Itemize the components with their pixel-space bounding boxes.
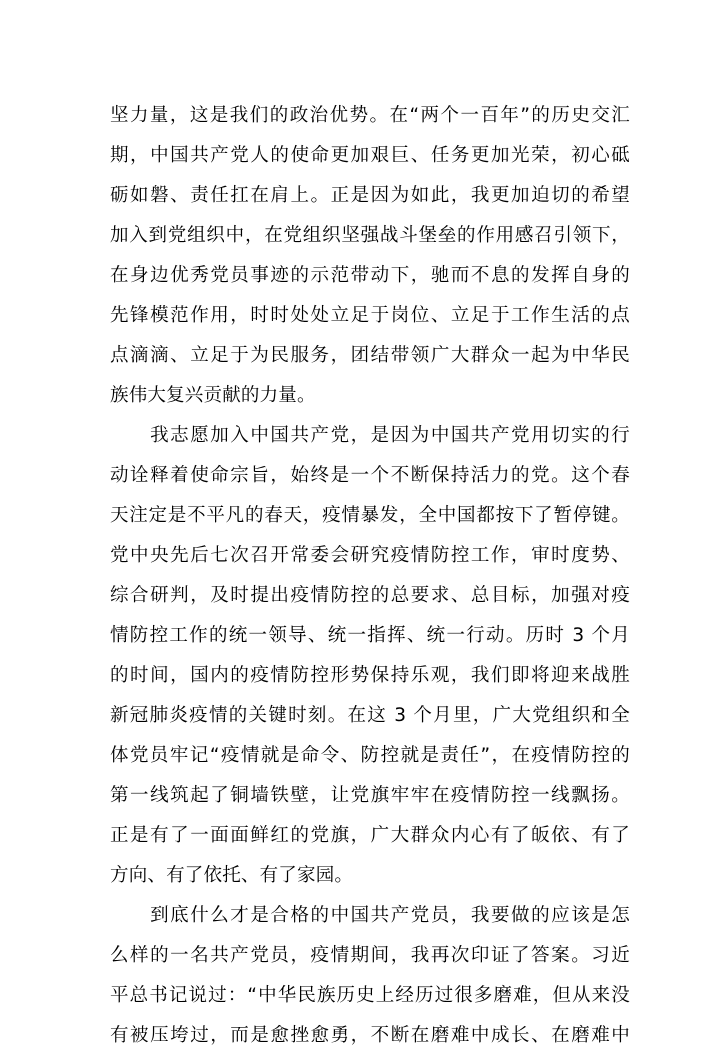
text-line-14: 情防控工作的统一领导、统一指挥、统一行动。历时 3 个月 [110, 625, 630, 646]
text-line-19: 正是有了一面面鲜红的党旗，广大群众内心有了皈依、有了 [110, 825, 630, 846]
text-line-8: 族伟大复兴贡献的力量。 [110, 385, 316, 406]
text-line-1: 坚力量，这是我们的政治优势。在“两个一百年”的历史交汇 [110, 105, 630, 126]
text-line-21: 到底什么才是合格的中国共产党员，我要做的应该是怎 [110, 905, 630, 926]
text-line-20: 方向、有了依托、有了家园。 [110, 865, 354, 886]
text-line-13: 综合研判，及时提出疫情防控的总要求、总目标，加强对疫 [110, 585, 630, 606]
text-line-22: 么样的一名共产党员，疫情期间，我再次印证了答案。习近 [110, 945, 630, 966]
text-line-6: 先锋模范作用，时时处处立足于岗位、立足于工作生活的点 [110, 305, 630, 326]
text-line-11: 天注定是不平凡的春天，疫情暴发，全中国都按下了暂停键。 [110, 505, 630, 526]
text-line-23: 平总书记说过：“中华民族历史上经历过很多磨难，但从来没 [110, 985, 630, 1006]
text-line-18: 第一线筑起了铜墙铁壁，让党旗牢牢在疫情防控一线飘扬。 [110, 785, 630, 806]
body-text [110, 96, 630, 1056]
text-line-24: 有被压垮过，而是愈挫愈勇，不断在磨难中成长、在磨难中 [110, 1025, 630, 1046]
text-line-9: 我志愿加入中国共产党，是因为中国共产党用切实的行 [110, 425, 630, 446]
text-line-7: 点滴滴、立足于为民服务，团结带领广大群众一起为中华民 [110, 345, 630, 366]
text-line-16: 新冠肺炎疫情的关键时刻。在这 3 个月里，广大党组织和全 [110, 705, 630, 726]
text-line-2: 期，中国共产党人的使命更加艰巨、任务更加光荣，初心砥 [110, 145, 630, 166]
text-line-3: 砺如磐、责任扛在肩上。正是因为如此，我更加迫切的希望 [110, 185, 630, 206]
text-line-10: 动诠释着使命宗旨，始终是一个不断保持活力的党。这个春 [110, 465, 630, 486]
text-line-17: 体党员牢记“疫情就是命令、防控就是责任”，在疫情防控的 [110, 745, 630, 766]
text-line-4: 加入到党组织中，在党组织坚强战斗堡垒的作用感召引领下， [110, 225, 630, 246]
text-line-5: 在身边优秀党员事迹的示范带动下，驰而不息的发挥自身的 [110, 265, 630, 286]
text-line-15: 的时间，国内的疫情防控形势保持乐观，我们即将迎来战胜 [110, 665, 630, 686]
text-line-12: 党中央先后七次召开常委会研究疫情防控工作，审时度势、 [110, 545, 630, 566]
